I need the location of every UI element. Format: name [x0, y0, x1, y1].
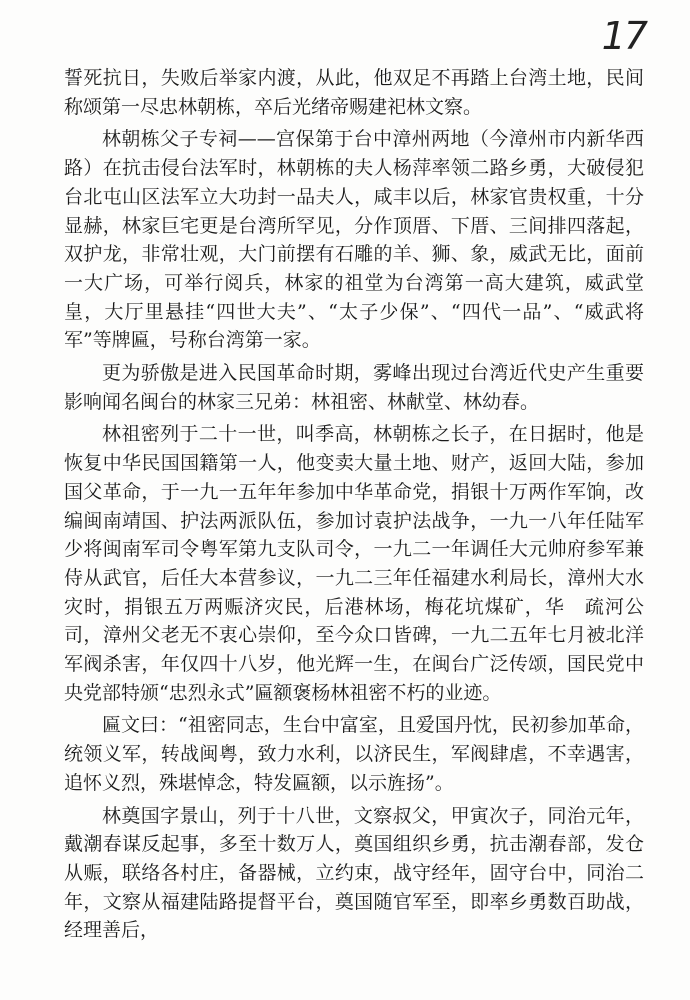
paragraph-5: 匾文曰：“祖密同志，生台中富室，且爱国丹忱，民初参加革命，统领义军，转战闽粤，致力水利，以济民生，军阀肆虐，不幸遇害，追怀义烈，殊堪悼念，特发匾额，以示旌扬”。	[64, 714, 644, 794]
paragraph-6: 林奠国字景山，列于十八世，文察叔父，甲寅次子，同治元年，戴潮春谋反起事，多至十数万人，奠国组织乡勇，抗击潮春部，发仓从赈，联络各村庄，备器械，立约束，战守经年，固守台中，同治二年，文察从福建陆路提督平台，奠国随官军至，即率乡勇数百助战，经理善后，	[64, 804, 644, 942]
paragraph-1: 誓死抗日，失败后举家内渡，从此，他双足不再踏上台湾土地，民间称颂第一尽忠林朝栋，卒后光绪帝赐建祀林文察。	[64, 67, 644, 118]
paragraph-2: 林朝栋父子专祠——宫保第于台中漳州两地（今漳州市内新华西路）在抗击侵台法军时，林朝栋的夫人杨萍率领二路乡勇，大破侵犯台北屯山区法军立大功封一品夫人，咸丰以后，林家官贵权重，十分显赫，林家巨宅更是台湾所罕见，分作顶厝、下厝、三间排四落起，双护龙，非常壮观，大门前摆有石雕的羊、狮、象，威武无比，面前一大广场，可举行阅兵，林家的祖堂为台湾第一高大建筑，威武堂皇，大厅里悬挂“四世大夫”、“太子少保”、“四代一品”、“威武将军”等牌匾，号称台湾第一家。	[64, 128, 644, 352]
paragraph-4: 林祖密列于二十一世，叫季高，林朝栋之长子，在日据时，他是恢复中华民国国籍第一人，他变卖大量土地、财产，返回大陆，参加国父革命，于一九一五年年参加中华革命党，捐银十万两作军饷，改编闽南靖国、护法两派队伍，参加讨袁护法战争，一九一八年任陆军少将闽南军司令粤军第九支队司令，一九二一年调任大元帅府参军兼侍从武官，后任大本营参议，一九二三年任福建水利局长，漳州大水灾时，捐银五万两赈济灾民，后港林场，梅花坑煤矿，华 疏河公司，漳州父老无不衷心崇仰，至今众口皆碑，一九二五年七月被北洋军阀杀害，年仅四十八岁，他光辉一生，在闽台广泛传颂，国民党中央党部特颁“忠烈永式”匾额褒杨林祖密不朽的业迹。	[64, 423, 644, 704]
body-text	[64, 64, 644, 945]
paragraph-3: 更为骄傲是进入民国革命时期，雾峰出现过台湾近代史产生重要影响闻名闽台的林家三兄弟：林祖密、林献堂、林幼春。	[64, 362, 644, 413]
page-number: 17	[601, 14, 646, 58]
